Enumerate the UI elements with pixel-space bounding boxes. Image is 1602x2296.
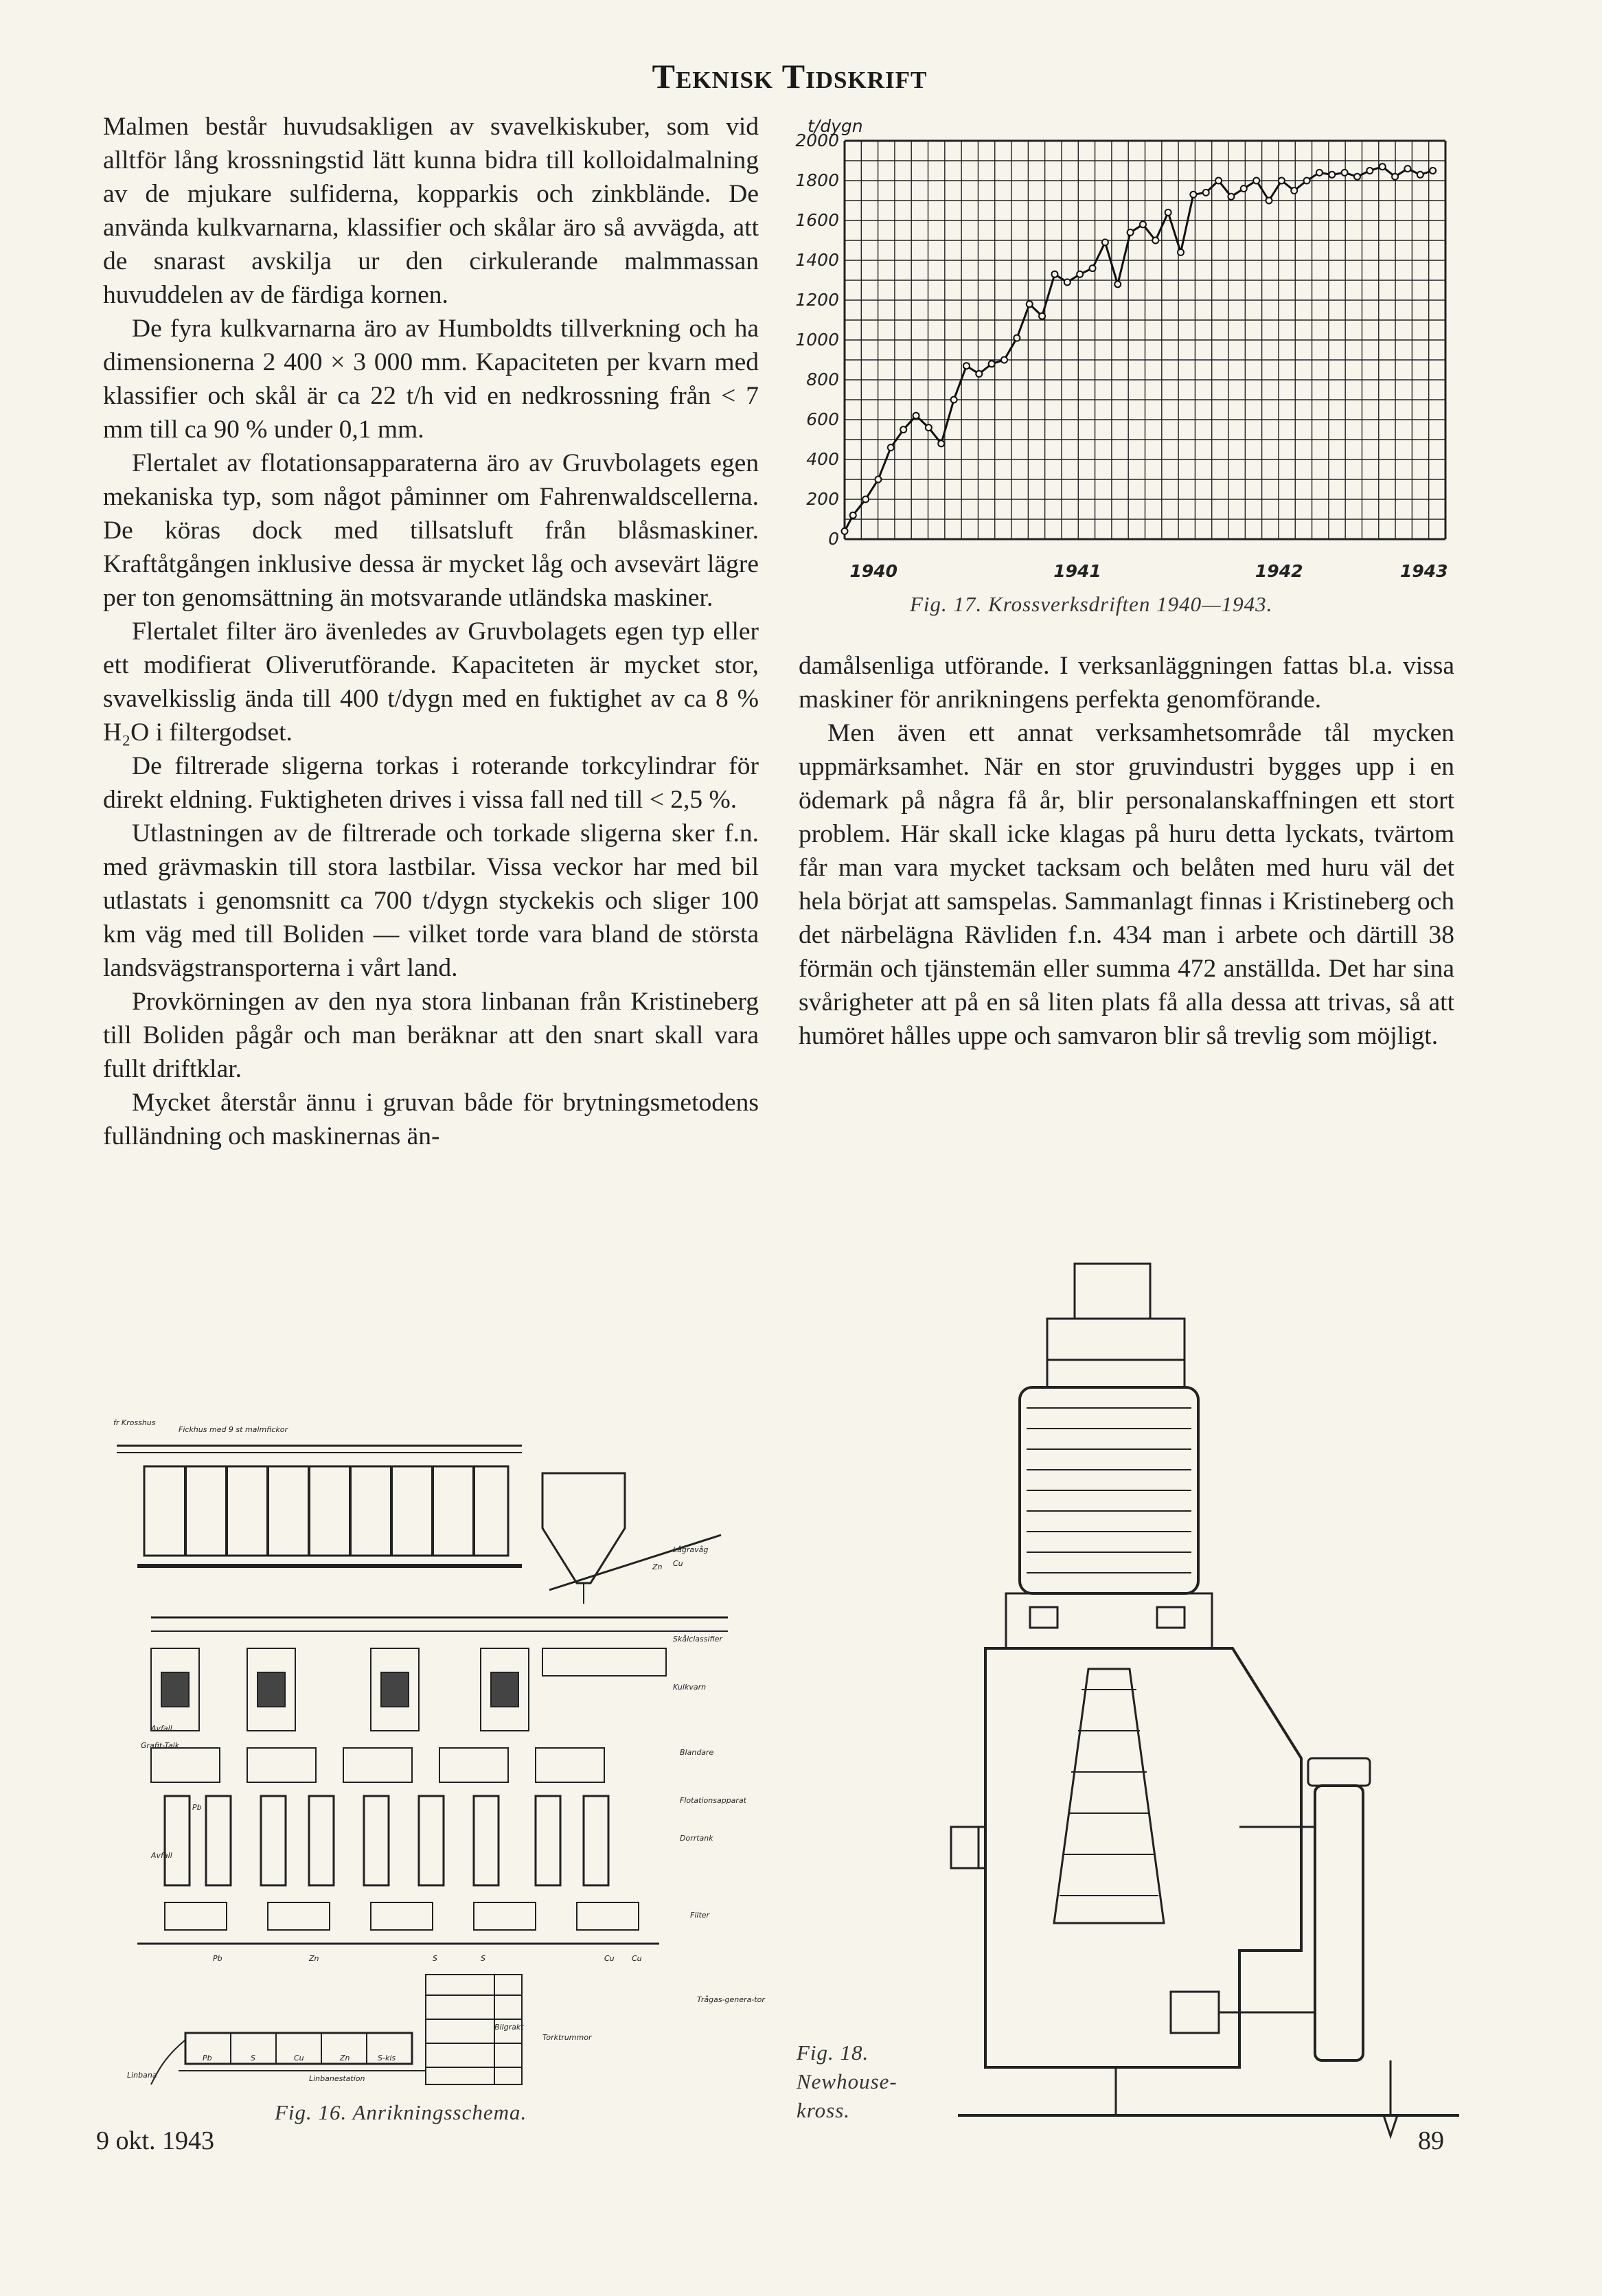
data-point: [1366, 168, 1373, 174]
data-point: [926, 424, 932, 431]
y-tick-label: 2000: [795, 130, 839, 150]
paragraph: Flertalet filter äro ävenledes av Gruvbolagets egen typ eller ett modifierat Oliverutförande. Kapaciteten är mycket stor, svavelkisslig ända till 400 t/dygn med en fuktighet av ca 8 % H₂O i filtergodset.: [103, 617, 759, 747]
paragraph: Malmen består huvudsakligen av svavelkiskuber, som vid alltför lång krossningstid lätt kunna bidra till kolloidalmalning av de mjukare sulfiderna, kopparkis och zinkblände. De använda kulkvarnarna, klassifier och skålar äro så avvägda, att de snarast avskilja ur den cirkulerande malmmassan huvuddelen av de färdiga kornen.: [103, 113, 759, 309]
x-tick-label: 1941: [1053, 561, 1101, 581]
data-point: [1203, 190, 1209, 196]
label-pb: Pb: [192, 1803, 202, 1812]
data-point: [1430, 168, 1436, 174]
data-point: [850, 512, 856, 519]
data-point: [1077, 271, 1083, 277]
label-dorrtank: Dorrtank: [680, 1834, 713, 1843]
data-point: [900, 427, 906, 433]
chart-y-unit: t/dygn: [808, 116, 863, 136]
data-point: [938, 440, 944, 446]
x-tick-label: 1943: [1400, 561, 1448, 581]
right-text-column: [799, 649, 1454, 1053]
bin-label: S: [251, 2054, 255, 2062]
paragraph: Utlastningen av de filtrerade och torkade sligerna sker f.n. med grävmaskin till stora lastbilar. Vissa veckor har med bil utlastats i genomsnitt ca 700 t/dygn styckekis och sliger 100 km väg med till Boliden — vilket torde vara bland de största landsvägstransporterna i vårt land.: [103, 819, 759, 982]
label-trogas: Trågas-genera-tor: [697, 1995, 765, 2004]
label-torktrummor: Torktrummor: [542, 2033, 592, 2042]
y-tick-label: 1200: [795, 290, 839, 310]
data-point: [1329, 172, 1335, 178]
label-avfall-2: Avfall: [151, 1851, 172, 1860]
data-point: [888, 444, 894, 451]
y-tick-label: 800: [806, 370, 839, 389]
data-point: [1090, 265, 1096, 271]
label-filter: Filter: [690, 1911, 710, 1920]
data-point: [1190, 192, 1196, 198]
label-zn-top: Zn: [652, 1562, 663, 1571]
data-point: [1064, 279, 1071, 285]
data-point: [1102, 239, 1108, 245]
stream-label: Cu: [632, 1954, 642, 1963]
y-tick-label: 400: [806, 449, 839, 469]
data-point: [1152, 238, 1158, 244]
stream-label: S: [481, 1954, 485, 1963]
paragraph: damålsenliga utförande. I verksanläggningen fattas bl.a. vissa maskiner för anrikningens perfekta genomförande.: [799, 652, 1454, 714]
fig17-caption: Fig. 17. Krossverksdriften 1940—1943.: [910, 592, 1273, 616]
data-point: [1241, 185, 1247, 192]
x-tick-label: 1942: [1255, 561, 1303, 581]
label-avfall: Avfall: [151, 1724, 172, 1733]
label-blandare: Blandare: [680, 1748, 714, 1757]
data-point: [1316, 170, 1323, 176]
paragraph: Provkörningen av den nya stora linbanan från Kristineberg till Boliden pågår och man beräknar att den snart skall vara fullt driftklar.: [103, 988, 759, 1083]
data-point: [1027, 301, 1033, 307]
label-linbana: Linbana: [127, 2071, 157, 2080]
label-cu-top: Cu: [673, 1559, 683, 1568]
data-point: [963, 363, 970, 369]
fig18-crusher-drawing: [944, 1264, 1466, 2150]
label-kulkvarn: Kulkvarn: [673, 1683, 707, 1692]
data-point: [1215, 178, 1222, 184]
fig16-flow-schematic: [110, 1411, 765, 2084]
data-point: [1380, 163, 1386, 170]
data-point: [1404, 166, 1410, 172]
data-point: [1266, 198, 1272, 204]
y-tick-label: 1400: [795, 250, 839, 270]
fig18-caption: Fig. 18. Newhouse-kross.: [797, 2041, 897, 2122]
journal-header: Teknisk Tidskrift: [652, 57, 928, 95]
data-point: [1291, 187, 1297, 194]
label-fickhus: Fickhus med 9 st malmfickor: [179, 1425, 288, 1434]
paragraph: Men även ett annat verksamhetsområde tål mycken uppmärksamhet. När en stor gruvindustri bygges upp i en ödemark på några få år, blir personalanskaffningen ett stort problem. Här skall icke klagas på huru detta lyckats, tvärtom får man vara mycket tacksam och belåten med huru väl det hela börjat att samspelas. Sammanlagt finnas i Kristineberg och det närbelägna Rävliden f.n. 434 man i arbete och därtill 38 förmän och tjänstemän eller summa 472 anställda. Det har sina svårigheter att på en så liten plats få alla dessa att trivas, så att humöret hålles uppe och samvaron blir så trevlig som möjligt.: [799, 719, 1454, 1050]
data-point: [1014, 335, 1020, 341]
bin-label: Cu: [294, 2054, 304, 2062]
data-point: [1178, 249, 1184, 255]
label-flotation: Flotationsapparat: [680, 1796, 746, 1805]
y-tick-label: 1800: [795, 170, 839, 190]
label-skalclassifier: Skålclassifier: [673, 1635, 722, 1644]
page-number: 89: [1418, 2126, 1444, 2155]
chart-y-ticks: [795, 130, 839, 549]
data-point: [1039, 313, 1045, 319]
y-tick-label: 200: [806, 489, 839, 509]
fig16-stream-labels: [213, 1954, 642, 1963]
y-tick-label: 0: [828, 529, 839, 549]
label-bilgrakt: Bilgrakt: [494, 2023, 524, 2032]
footer-date: 9 okt. 1943: [96, 2126, 215, 2155]
x-tick-label: 1940: [849, 561, 898, 581]
bin-label: Zn: [340, 2054, 350, 2062]
data-point: [1165, 209, 1171, 216]
paragraph: De fyra kulkvarnarna äro av Humboldts tillverkning och ha dimensionerna 2 400 × 3 000 mm. Kapaciteten per kvarn med klassifier och skål är ca 22 t/h vid en nedkrossning från < 7 mm till ca 90 % under 0,1 mm.: [103, 315, 759, 444]
data-point: [1001, 357, 1007, 363]
fig16-caption: Fig. 16. Anrikningsschema.: [275, 2100, 527, 2124]
data-point: [875, 477, 881, 483]
y-tick-label: 1000: [795, 330, 839, 350]
paragraph: De filtrerade sligerna torkas i roterande torkcylindrar för direkt eldning. Fuktigheten drives i vissa fall ned till < 2,5 %.: [103, 752, 759, 814]
data-point: [1392, 174, 1398, 180]
stream-label: Pb: [213, 1954, 222, 1963]
data-point: [842, 528, 848, 534]
data-point: [989, 361, 995, 367]
label-krosshus: fr Krosshus: [113, 1418, 156, 1427]
paragraph: Mycket återstår ännu i gruvan både för brytningsmetodens fulländning och maskinernas än-: [103, 1089, 759, 1150]
stream-label: S: [433, 1954, 437, 1963]
data-point: [1342, 170, 1348, 176]
stream-label: Zn: [309, 1954, 319, 1963]
data-point: [1354, 174, 1360, 180]
data-point: [1279, 178, 1285, 184]
data-point: [951, 397, 957, 403]
data-point: [1128, 229, 1134, 236]
fig17-line-chart: [797, 110, 1469, 591]
data-point: [1228, 194, 1234, 200]
data-point: [976, 371, 982, 377]
data-point: [1304, 178, 1310, 184]
chart-points: [842, 163, 1437, 534]
chart-x-ticks: [849, 561, 1447, 581]
data-point: [1140, 221, 1146, 227]
data-point: [1051, 271, 1057, 277]
left-text-column: [103, 110, 759, 1153]
data-point: [1417, 172, 1423, 178]
data-point: [1253, 178, 1259, 184]
label-grafit: Grafit-Talk: [141, 1741, 180, 1750]
stream-label: Cu: [604, 1954, 615, 1963]
chart-series-line: [845, 167, 1433, 532]
data-point: [1114, 281, 1121, 287]
y-tick-label: 600: [806, 409, 839, 429]
chart-grid: [845, 141, 1445, 539]
label-linbanestation: Linbanestation: [309, 2074, 365, 2083]
bin-label: S-kis: [378, 2054, 396, 2062]
paragraph: Flertalet av flotationsapparaterna äro av Gruvbolagets egen mekaniska typ, som något påminner om Fahrenwaldscellerna. De köras dock med tillsatsluft från blåsmaskiner. Kraftåtgången inklusive dessa är mycket låg och avsevärt lägre per ton genomsättning än motsvarande utländska maskiner.: [103, 449, 759, 612]
label-lagravag: Lågravåg: [673, 1545, 709, 1554]
bin-label: Pb: [203, 2054, 212, 2062]
y-tick-label: 1600: [795, 210, 839, 230]
data-point: [862, 497, 869, 503]
data-point: [913, 413, 919, 419]
